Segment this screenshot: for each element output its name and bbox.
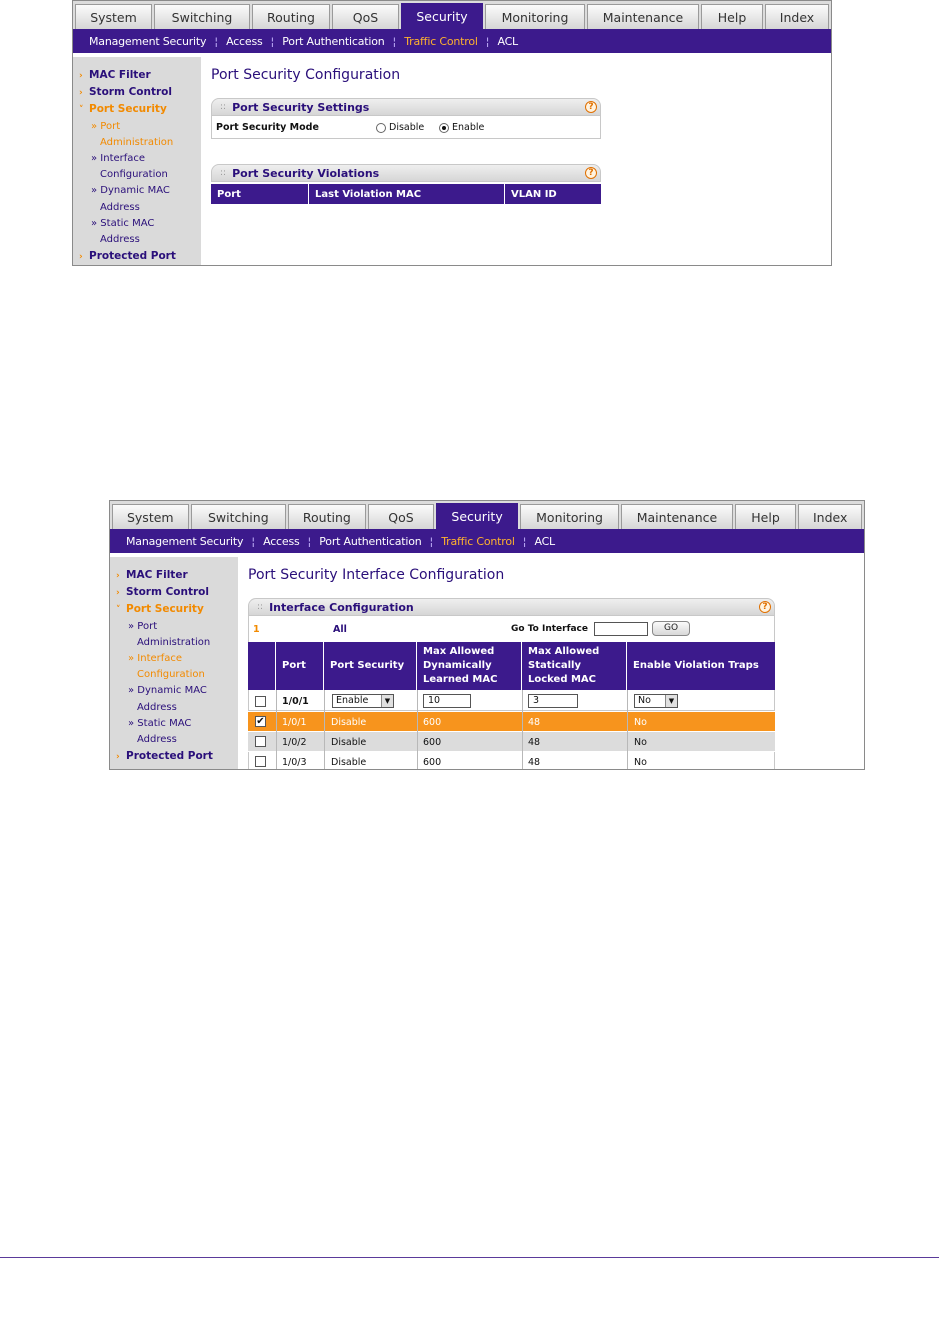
tab-maintenance[interactable]: Maintenance xyxy=(621,504,732,529)
page-footer-rule xyxy=(0,1257,939,1258)
port-security-select[interactable] xyxy=(332,694,394,708)
chevron-down-icon: ˅ xyxy=(79,105,84,116)
subnav-separator: ¦ xyxy=(485,34,490,48)
nav-storm-control[interactable] xyxy=(79,84,201,101)
row-max-dynamic: 600 xyxy=(423,736,442,748)
row-max-static: 48 xyxy=(528,716,541,728)
radio-disable-label: Disable xyxy=(389,122,425,133)
chevron-right-icon: › xyxy=(79,88,83,99)
grip-icon: :: xyxy=(220,102,227,112)
subnav-management-security[interactable]: Management Security xyxy=(126,534,244,548)
subnav-separator: ¦ xyxy=(429,534,434,548)
subnav-acl[interactable]: ACL xyxy=(497,34,518,48)
grip-icon: :: xyxy=(257,602,264,612)
row-traps: No xyxy=(634,736,647,748)
help-icon[interactable]: ? xyxy=(759,601,771,613)
sub-navigation xyxy=(110,529,864,553)
col-select xyxy=(248,642,276,690)
row-max-static: 48 xyxy=(528,756,541,768)
row-max-static: 48 xyxy=(528,736,541,748)
col-vlan-id: VLAN ID xyxy=(505,184,601,204)
tab-switching[interactable]: Switching xyxy=(191,504,286,529)
subnav-traffic-control[interactable]: Traffic Control xyxy=(404,34,478,48)
col-port: Port xyxy=(276,642,324,690)
col-max-static-line2: Statically xyxy=(528,660,581,671)
radio-disable[interactable] xyxy=(376,123,386,133)
tab-qos[interactable]: QoS xyxy=(368,504,435,529)
tab-routing[interactable]: Routing xyxy=(288,504,366,529)
row-checkbox[interactable]: ✔ xyxy=(256,716,265,727)
nav-protected-port[interactable] xyxy=(116,748,238,765)
nav-label: MAC Filter xyxy=(126,569,188,581)
row-traps: No xyxy=(634,756,647,768)
column-divider xyxy=(324,690,325,770)
all-link[interactable]: All xyxy=(333,623,347,635)
edit-row-port: 1/0/1 xyxy=(282,695,309,707)
radio-enable[interactable] xyxy=(439,123,449,133)
col-enable-violation-traps: Enable Violation Traps xyxy=(627,642,775,690)
subnav-separator: ¦ xyxy=(270,34,275,48)
chevron-down-icon: ˅ xyxy=(116,605,121,616)
subnav-port-authentication[interactable]: Port Authentication xyxy=(319,534,422,548)
sub-navigation xyxy=(73,29,831,53)
col-max-dynamic-line1: Max Allowed xyxy=(423,646,495,657)
row-max-dynamic: 600 xyxy=(423,756,442,768)
nav-mac-filter[interactable] xyxy=(116,567,238,584)
row-security: Disable xyxy=(331,756,367,768)
nav-static-mac-cont[interactable]: Address xyxy=(137,734,177,746)
table-row[interactable] xyxy=(248,712,775,731)
edit-row xyxy=(248,690,775,711)
screenshot-port-security-configuration xyxy=(72,0,832,266)
panel-title: Port Security Settings xyxy=(232,100,370,114)
nav-port-administration[interactable]: » Port xyxy=(91,120,121,132)
page-title: Port Security Configuration xyxy=(211,67,401,83)
panel-title: Port Security Violations xyxy=(232,166,380,180)
column-divider xyxy=(627,690,628,770)
chevron-right-icon: › xyxy=(79,252,83,263)
subnav-separator: ¦ xyxy=(214,34,219,48)
left-navigation xyxy=(73,57,201,265)
panel-header-settings xyxy=(211,98,601,116)
port-security-select-value: Enable xyxy=(336,695,369,706)
tab-monitoring[interactable]: Monitoring xyxy=(485,4,585,29)
nav-dynamic-mac-cont[interactable]: Address xyxy=(137,701,177,713)
page-title: Port Security Interface Configuration xyxy=(248,567,505,583)
nav-static-mac[interactable]: » Static MAC xyxy=(91,217,155,229)
chevron-right-icon: › xyxy=(116,571,120,581)
col-max-static xyxy=(522,642,627,690)
grip-icon: :: xyxy=(220,168,227,178)
nav-label: Storm Control xyxy=(126,586,209,599)
subnav-acl[interactable]: ACL xyxy=(534,534,555,548)
max-dynamic-input[interactable]: 10 xyxy=(423,694,471,708)
row-security: Disable xyxy=(331,736,367,748)
row-checkbox[interactable] xyxy=(255,756,266,767)
goto-interface-label: Go To Interface xyxy=(511,624,588,634)
nav-label: MAC Filter xyxy=(89,69,151,81)
row-security: Disable xyxy=(331,716,367,728)
violation-traps-select[interactable] xyxy=(634,694,678,708)
column-divider xyxy=(522,690,523,770)
nav-static-mac[interactable]: » Static MAC xyxy=(128,717,192,729)
nav-dynamic-mac[interactable]: » Dynamic MAC xyxy=(91,185,170,197)
mode-label: Port Security Mode xyxy=(216,122,319,133)
row-port: 1/0/1 xyxy=(282,716,307,728)
nav-mac-filter[interactable] xyxy=(79,67,201,84)
tab-switching[interactable]: Switching xyxy=(154,4,250,29)
tab-help[interactable]: Help xyxy=(735,504,797,529)
nav-port-administration-cont[interactable]: Administration xyxy=(100,136,174,148)
subnav-separator: ¦ xyxy=(251,534,256,548)
table-row[interactable] xyxy=(248,732,775,751)
col-max-dynamic xyxy=(417,642,522,690)
nav-storm-control[interactable] xyxy=(116,584,238,601)
goto-interface-input[interactable] xyxy=(594,622,648,636)
subnav-access[interactable]: Access xyxy=(226,34,263,48)
nav-label: Port Security xyxy=(126,603,204,616)
chevron-right-icon: › xyxy=(116,752,120,763)
nav-dynamic-mac-cont[interactable]: Address xyxy=(100,201,140,213)
col-max-static-line3: Locked MAC xyxy=(528,674,597,685)
nav-port-administration[interactable]: » Port xyxy=(128,620,158,632)
chevron-right-icon: › xyxy=(79,71,83,81)
tab-system[interactable]: System xyxy=(112,504,189,529)
row-checkbox[interactable] xyxy=(255,736,266,747)
nav-port-security[interactable] xyxy=(116,601,238,618)
tab-index[interactable]: Index xyxy=(765,4,829,29)
nav-port-administration-cont[interactable]: Administration xyxy=(137,636,211,648)
row-port: 1/0/3 xyxy=(282,756,307,768)
subnav-separator: ¦ xyxy=(522,534,527,548)
tab-index[interactable]: Index xyxy=(798,504,862,529)
col-last-violation-mac: Last Violation MAC xyxy=(309,184,505,204)
panel-header-violations xyxy=(211,164,601,182)
nav-interface-configuration-cont[interactable]: Configuration xyxy=(137,669,205,681)
subnav-access[interactable]: Access xyxy=(263,534,300,548)
main-content xyxy=(201,57,831,265)
nav-interface-configuration[interactable]: » Interface xyxy=(91,153,146,165)
nav-label: Protected Port xyxy=(126,750,213,763)
main-content xyxy=(238,557,864,769)
violation-traps-select-value: No xyxy=(638,695,651,706)
tab-monitoring[interactable]: Monitoring xyxy=(520,504,619,529)
nav-label: Protected Port xyxy=(89,250,176,263)
subnav-separator: ¦ xyxy=(392,34,397,48)
tab-security[interactable]: Security xyxy=(401,3,483,29)
row-traps: No xyxy=(634,716,647,728)
nav-port-security[interactable] xyxy=(79,101,201,118)
col-port-security: Port Security xyxy=(324,642,417,690)
help-icon[interactable]: ? xyxy=(585,167,597,179)
subnav-management-security[interactable]: Management Security xyxy=(89,34,207,48)
subnav-traffic-control[interactable]: Traffic Control xyxy=(441,534,515,548)
column-divider xyxy=(417,690,418,770)
panel-title: Interface Configuration xyxy=(269,600,414,614)
nav-label: Storm Control xyxy=(89,86,172,99)
nav-dynamic-mac[interactable]: » Dynamic MAC xyxy=(128,685,207,697)
help-icon[interactable]: ? xyxy=(585,101,597,113)
nav-interface-configuration[interactable]: » Interface xyxy=(128,653,183,665)
col-port: Port xyxy=(211,184,309,204)
tab-qos[interactable]: QoS xyxy=(332,4,399,29)
edit-row-checkbox[interactable] xyxy=(255,696,266,707)
table-row[interactable] xyxy=(248,752,775,770)
nav-label: Port Security xyxy=(89,103,167,116)
subnav-separator: ¦ xyxy=(307,534,312,548)
tab-help[interactable]: Help xyxy=(701,4,763,29)
nav-interface-configuration-cont[interactable]: Configuration xyxy=(100,169,168,181)
subnav-port-authentication[interactable]: Port Authentication xyxy=(282,34,385,48)
tab-system[interactable]: System xyxy=(75,4,152,29)
left-navigation xyxy=(110,557,238,769)
go-button[interactable]: GO xyxy=(652,621,690,636)
col-max-static-line1: Max Allowed xyxy=(528,646,600,657)
screenshot-port-security-interface-configuration xyxy=(109,500,865,770)
col-max-dynamic-line2: Dynamically xyxy=(423,660,492,671)
max-static-input[interactable]: 3 xyxy=(528,694,578,708)
top-tab-bar xyxy=(110,501,864,529)
row-max-dynamic: 600 xyxy=(423,716,442,728)
top-tab-bar xyxy=(73,1,831,29)
column-divider xyxy=(276,690,277,770)
radio-enable-label: Enable xyxy=(452,122,485,133)
dropdown-arrow-icon: ▼ xyxy=(381,695,393,707)
row-port: 1/0/2 xyxy=(282,736,307,748)
nav-protected-port[interactable] xyxy=(79,248,201,265)
nav-static-mac-cont[interactable]: Address xyxy=(100,234,140,246)
tab-routing[interactable]: Routing xyxy=(252,4,330,29)
tab-maintenance[interactable]: Maintenance xyxy=(587,4,699,29)
chevron-right-icon: › xyxy=(116,588,120,599)
col-max-dynamic-line3: Learned MAC xyxy=(423,674,498,685)
tab-security[interactable]: Security xyxy=(436,503,518,529)
page-number[interactable]: 1 xyxy=(253,623,260,635)
dropdown-arrow-icon: ▼ xyxy=(665,695,677,707)
panel-header-interface-config xyxy=(248,598,775,616)
